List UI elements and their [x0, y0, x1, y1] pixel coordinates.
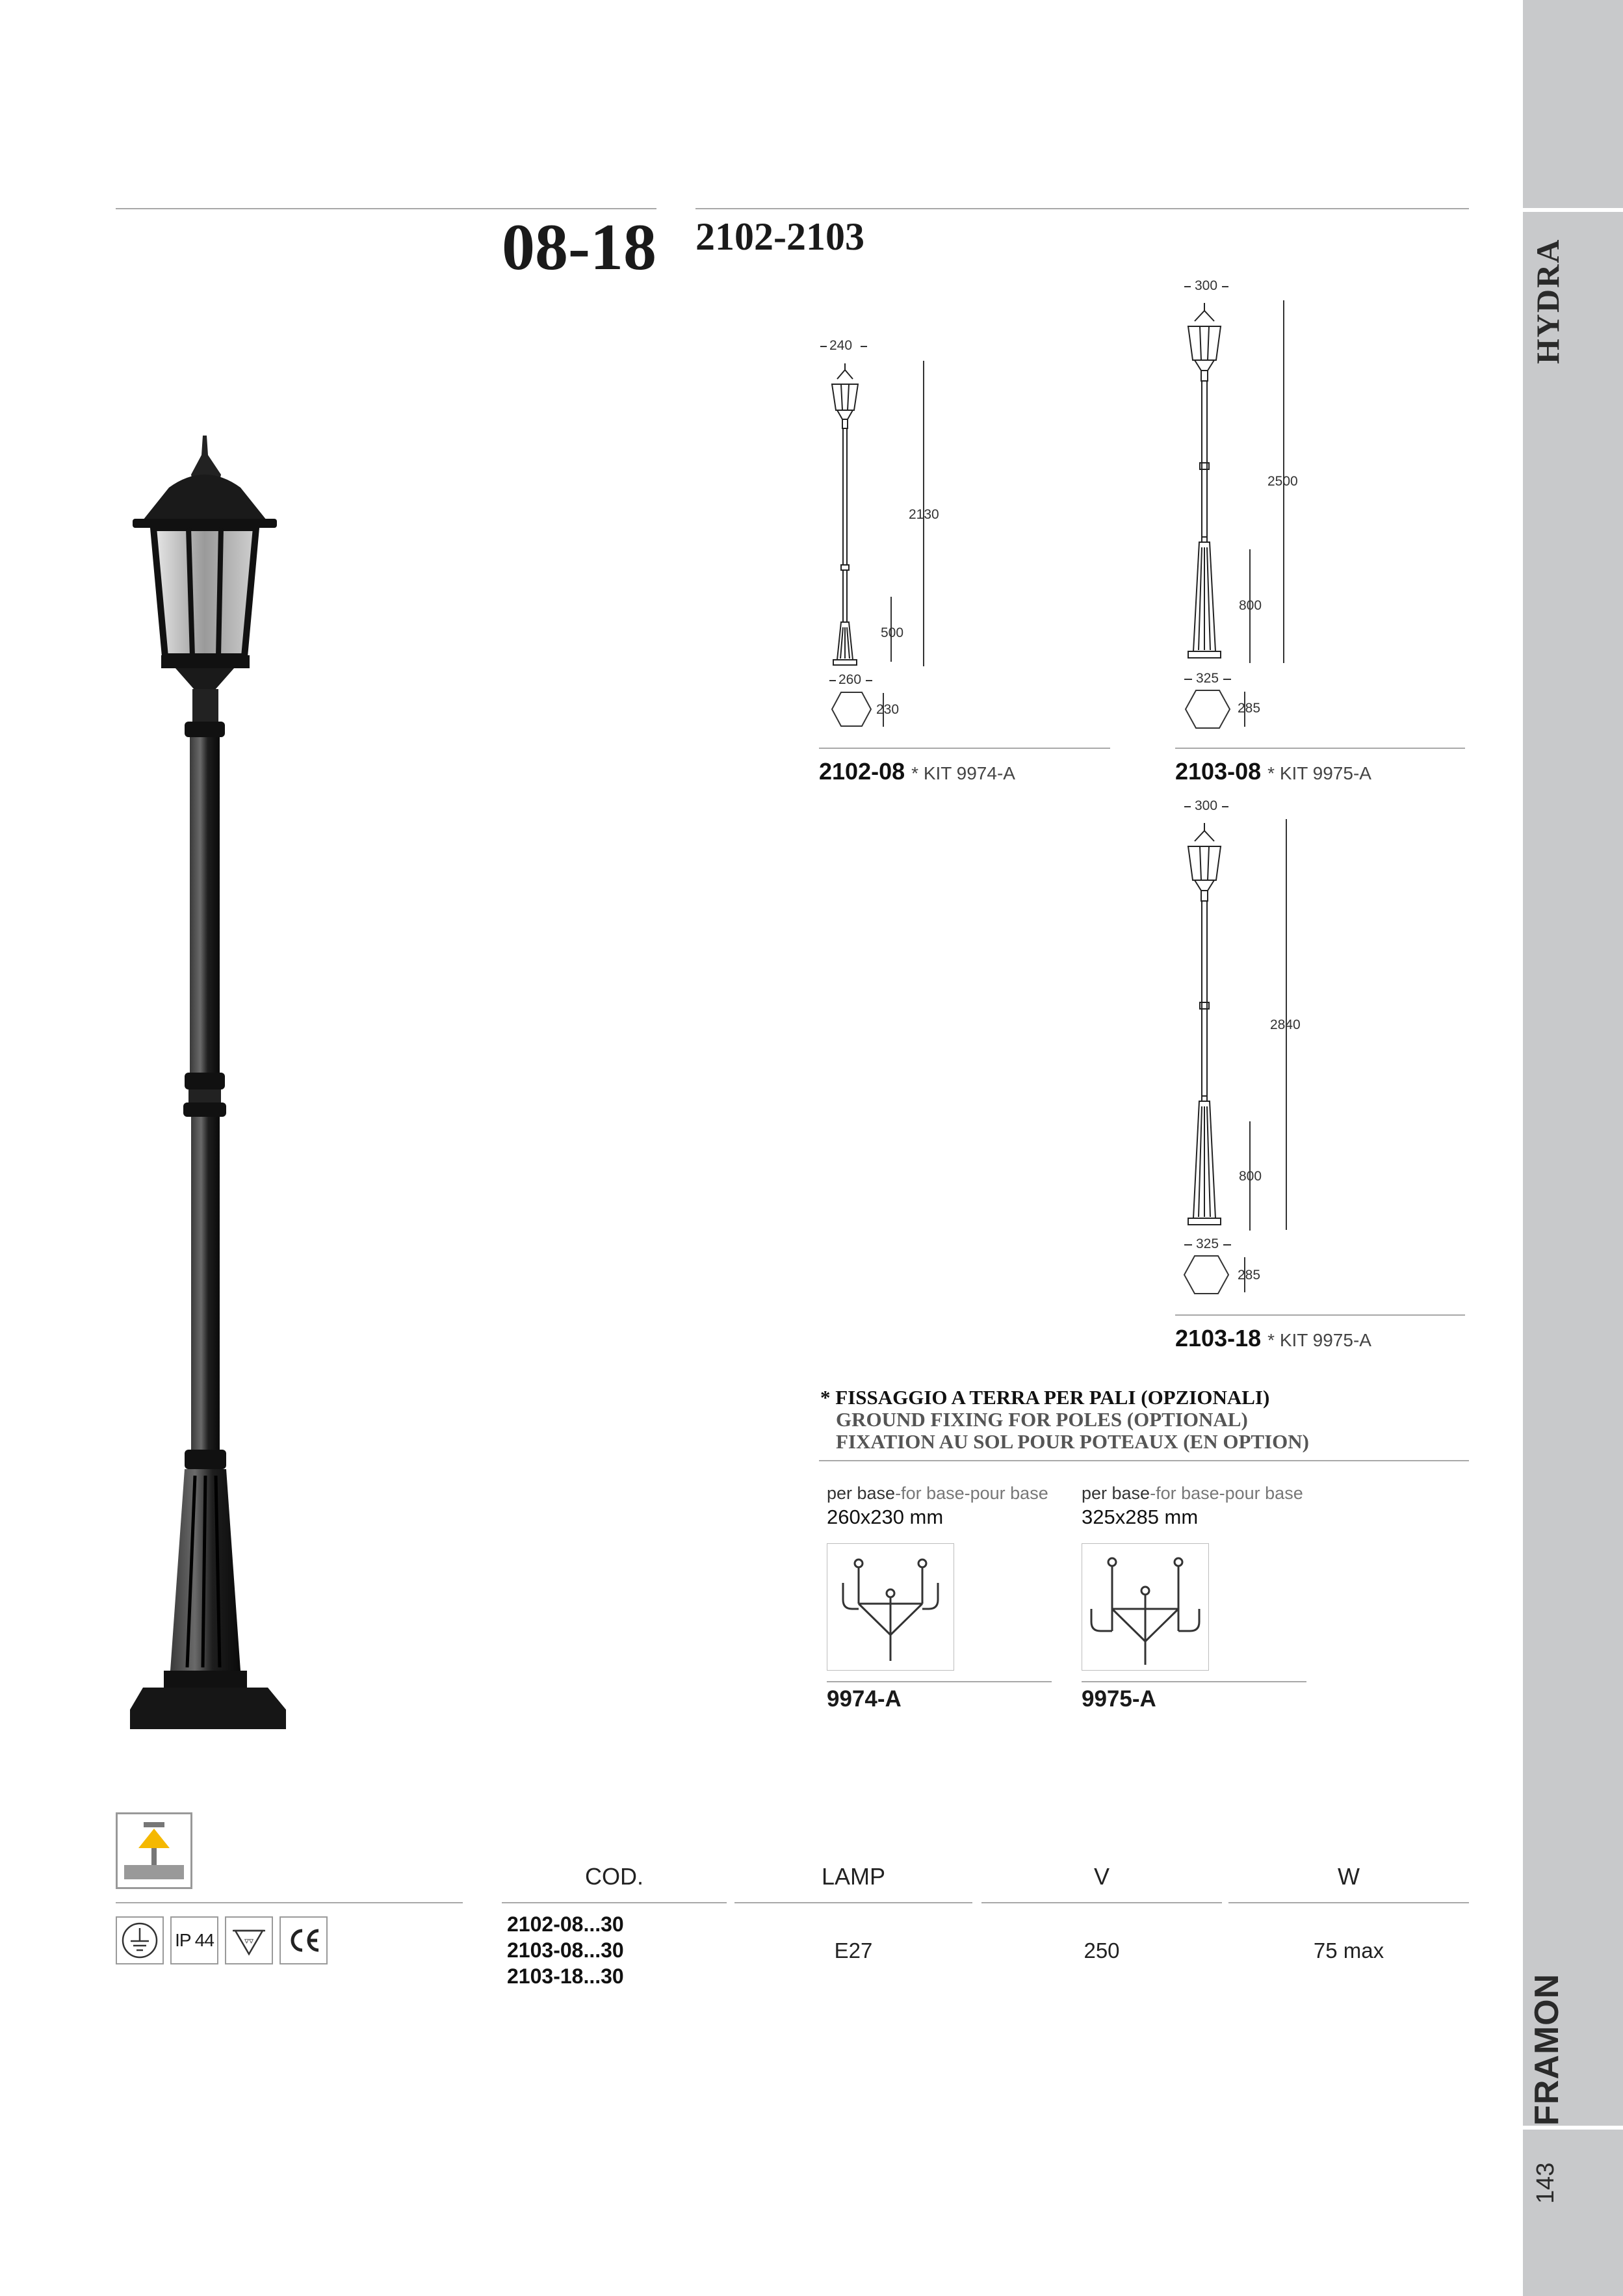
- kit-code: 9974-A: [827, 1686, 902, 1712]
- kit-base-label: [1082, 1483, 1303, 1504]
- anchor-kit-icon: [1082, 1544, 1208, 1670]
- ground-fixing-title-it: * FISSAGGIO A TERRA PER PALI (OPZIONALI): [820, 1386, 1270, 1409]
- page-number: 143: [1532, 2162, 1559, 2204]
- dim-tick: [1184, 679, 1192, 680]
- model-kit: * KIT 9975-A: [1267, 1330, 1371, 1350]
- dim-width: 300: [1195, 278, 1218, 293]
- series-code: 08-18: [502, 211, 656, 284]
- model-code: 2103-18: [1175, 1325, 1262, 1351]
- table-rule: [734, 1902, 972, 1903]
- table-voltage: 250: [1084, 1938, 1120, 1963]
- table-header-watt: W: [1338, 1863, 1360, 1890]
- dim-base-depth: 285: [1238, 701, 1261, 716]
- table-header-lamp: LAMP: [821, 1863, 886, 1890]
- dim-tick: [1223, 679, 1231, 680]
- table-code: 2102-08...30: [507, 1912, 624, 1936]
- table-code: 2103-18...30: [507, 1964, 624, 1988]
- drawing-2103-18: [1182, 820, 1227, 1230]
- installation-icon-box: [116, 1812, 192, 1889]
- dim-height: 2840: [1270, 1017, 1301, 1032]
- svg-text:▿▿: ▿▿: [244, 1935, 254, 1946]
- kit-base-label-it: per base: [827, 1483, 896, 1503]
- brand-logo: FRAMON: [1528, 1973, 1566, 2126]
- sidebar-divider: [1523, 208, 1623, 212]
- drawing-2103-08: [1182, 300, 1227, 664]
- model-code: 2103-08: [1175, 758, 1262, 785]
- model-code: 2102-08: [819, 758, 905, 785]
- earth-ground-icon: [117, 1918, 162, 1963]
- lamp-post-photo: [130, 436, 299, 1755]
- drawing-2102-08: [825, 361, 864, 666]
- dim-tick: [861, 346, 867, 347]
- kit-base-label: [827, 1483, 1048, 1504]
- table-rule: [981, 1902, 1222, 1903]
- dim-height: 2130: [909, 507, 939, 522]
- model-label: [819, 758, 1015, 785]
- dim-height: 2500: [1267, 474, 1298, 489]
- kit-size: 260x230 mm: [827, 1506, 944, 1528]
- ip-rating: IP 44: [170, 1916, 218, 1964]
- table-header-code: COD.: [585, 1863, 643, 1890]
- product-range: 2102-2103: [695, 215, 864, 258]
- base-hexagon: [1184, 689, 1231, 729]
- f-mark-icon: [225, 1916, 273, 1964]
- base-hexagon: [831, 691, 872, 727]
- anchor-kit-icon: [827, 1544, 954, 1670]
- ground-icon: [116, 1916, 164, 1964]
- dim-tick: [1222, 286, 1228, 287]
- flammable-surface-icon: [226, 1918, 272, 1963]
- table-watt: 75 max: [1313, 1938, 1384, 1963]
- kit-image: [1082, 1543, 1209, 1671]
- dim-width: 240: [829, 338, 853, 353]
- kit-base-label-other: -for base-pour base: [895, 1483, 1048, 1503]
- kit-base-label-other: -for base-pour base: [1150, 1483, 1303, 1503]
- table-code: 2103-08...30: [507, 1938, 624, 1962]
- dim-tick: [1184, 806, 1191, 807]
- dim-base-height: 800: [1239, 598, 1262, 613]
- kit-rule: [1082, 1681, 1306, 1682]
- ground-fixing-title-en: GROUND FIXING FOR POLES (OPTIONAL): [836, 1408, 1248, 1431]
- dim-tick: [1184, 286, 1191, 287]
- ground-mount-icon: [118, 1814, 190, 1887]
- kit-code: 9975-A: [1082, 1686, 1156, 1712]
- dim-tick: [1222, 806, 1228, 807]
- model-label: [1175, 1325, 1371, 1352]
- table-rule: [502, 1902, 727, 1903]
- dim-width: 300: [1195, 798, 1218, 813]
- model-rule: [1175, 748, 1465, 749]
- dim-tick: [829, 680, 836, 681]
- dim-base-height: 800: [1239, 1169, 1262, 1184]
- kit-image: [827, 1543, 954, 1671]
- sidebar-divider: [1523, 2126, 1623, 2130]
- ground-fixing-rule: [819, 1460, 1469, 1461]
- model-rule: [1175, 1314, 1465, 1316]
- dim-base-width: 325: [1196, 671, 1219, 686]
- dim-base-width: 260: [838, 672, 862, 687]
- dim-tick: [820, 346, 827, 347]
- table-codes: [507, 1911, 624, 1989]
- model-kit: * KIT 9975-A: [1267, 763, 1371, 783]
- dim-base-height: 500: [881, 625, 904, 640]
- table-rule: [1228, 1902, 1469, 1903]
- base-hexagon: [1183, 1255, 1230, 1295]
- kit-rule: [827, 1681, 1052, 1682]
- dim-base-depth: 230: [876, 702, 900, 717]
- dim-base-width: 325: [1196, 1236, 1219, 1251]
- ground-fixing-title-fr: FIXATION AU SOL POUR POTEAUX (EN OPTION): [836, 1430, 1309, 1453]
- table-lamp: E27: [834, 1938, 873, 1963]
- ce-mark-icon: [279, 1916, 328, 1964]
- table-header-volt: V: [1093, 1863, 1110, 1890]
- header-rule-right: [695, 208, 1469, 209]
- dim-tick: [1223, 1244, 1231, 1246]
- collection-name: HYDRA: [1529, 238, 1566, 364]
- model-label: [1175, 758, 1371, 785]
- dim-tick: [866, 680, 872, 681]
- model-kit: * KIT 9974-A: [911, 763, 1015, 783]
- ce-icon: [281, 1918, 326, 1963]
- dim-base-depth: 285: [1238, 1268, 1261, 1283]
- model-rule: [819, 748, 1110, 749]
- dim-tick: [1184, 1244, 1192, 1246]
- kit-base-label-it: per base: [1082, 1483, 1150, 1503]
- kit-size: 325x285 mm: [1082, 1506, 1199, 1528]
- cert-rule: [116, 1902, 463, 1903]
